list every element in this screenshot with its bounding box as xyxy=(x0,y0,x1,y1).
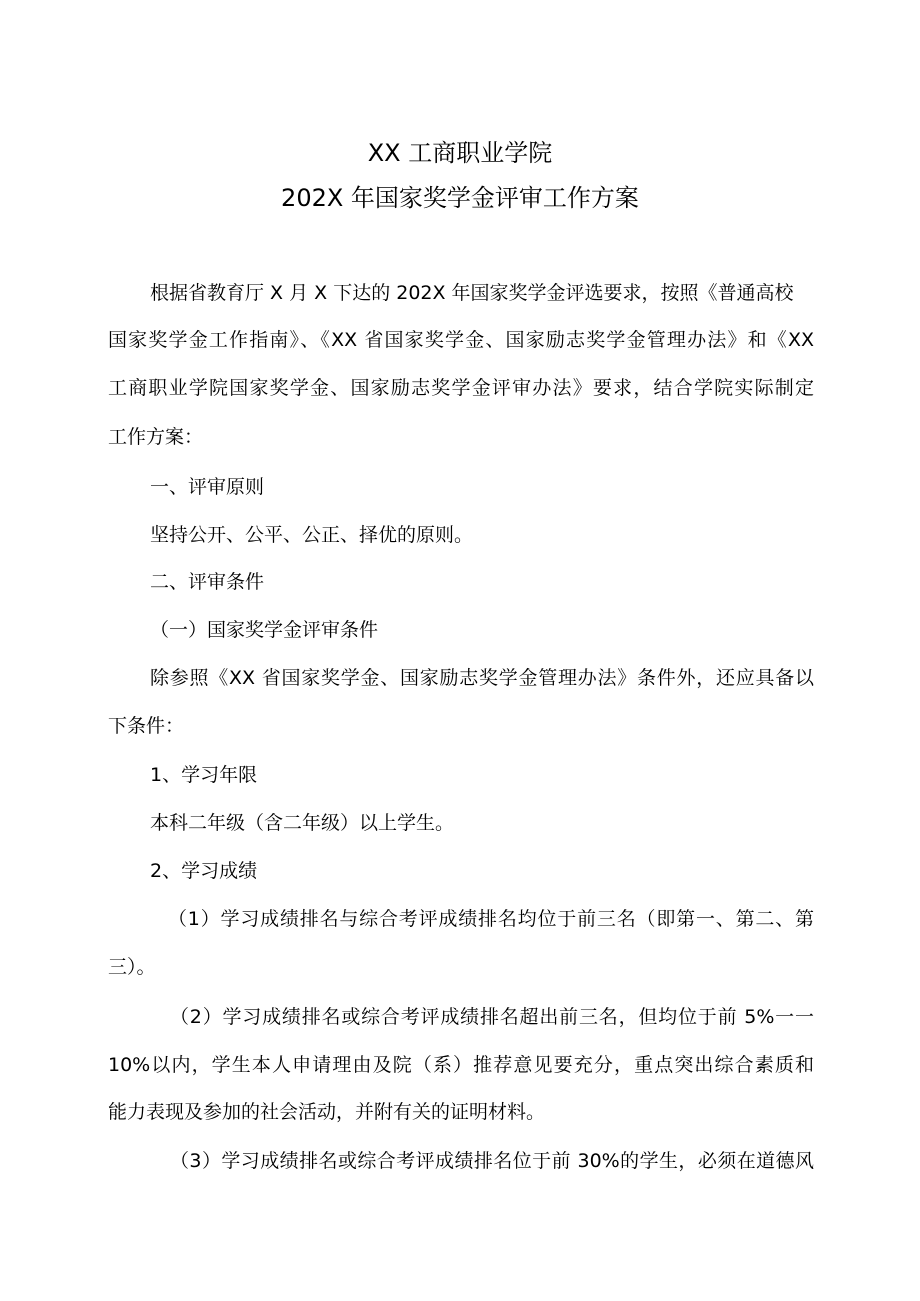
document-title-school: XX 工商职业学院 xyxy=(367,139,553,167)
subsection1-heading: （一）国家奖学金评审条件 xyxy=(150,619,379,641)
item2-point1-line2: 三）。 xyxy=(108,956,156,978)
item2-point3-line1: （3）学习成绩排名或综合考评成绩排名位于前 30%的学生，必须在道德风 xyxy=(170,1150,814,1172)
paragraph1-line1: 根据省教育厅 X 月 X 下达的 202X 年国家奖学金评选要求，按照《普通高校 xyxy=(150,282,794,304)
item2-point2-line3: 能力表现及参加的社会活动，并附有关的证明材料。 xyxy=(108,1101,546,1123)
paragraph2-line2: 下条件： xyxy=(108,715,185,737)
item1-text: 本科二年级（含二年级）以上学生。 xyxy=(150,812,455,834)
section1-heading: 一、评审原则 xyxy=(150,476,265,498)
paragraph1-line4: 工作方案： xyxy=(108,426,204,448)
section2-heading: 二、评审条件 xyxy=(150,571,265,593)
document-title-plan: 202X 年国家奖学金评审工作方案 xyxy=(281,184,639,212)
item2-heading: 2、学习成绩 xyxy=(150,860,258,882)
item2-point2-line1: （2）学习成绩排名或综合考评成绩排名超出前三名，但均位于前 5%一一 xyxy=(170,1006,814,1028)
paragraph1-line2: 国家奖学金工作指南》、《XX 省国家奖学金、国家励志奖学金管理办法》和《XX xyxy=(108,329,814,351)
item1-heading: 1、学习年限 xyxy=(150,764,258,786)
section1-text: 坚持公开、公平、公正、择优的原则。 xyxy=(150,524,474,546)
paragraph2-line1: 除参照《XX 省国家奖学金、国家励志奖学金管理办法》条件外，还应具备以 xyxy=(150,667,814,689)
paragraph1-line3: 工商职业学院国家奖学金、国家励志奖学金评审办法》要求，结合学院实际制定 xyxy=(108,377,814,399)
item2-point2-line2: 10%以内，学生本人申请理由及院（系）推荐意见要充分，重点突出综合素质和 xyxy=(108,1054,814,1076)
item2-point1-line1: （1）学习成绩排名与综合考评成绩排名均位于前三名（即第一、第二、第 xyxy=(168,908,814,930)
